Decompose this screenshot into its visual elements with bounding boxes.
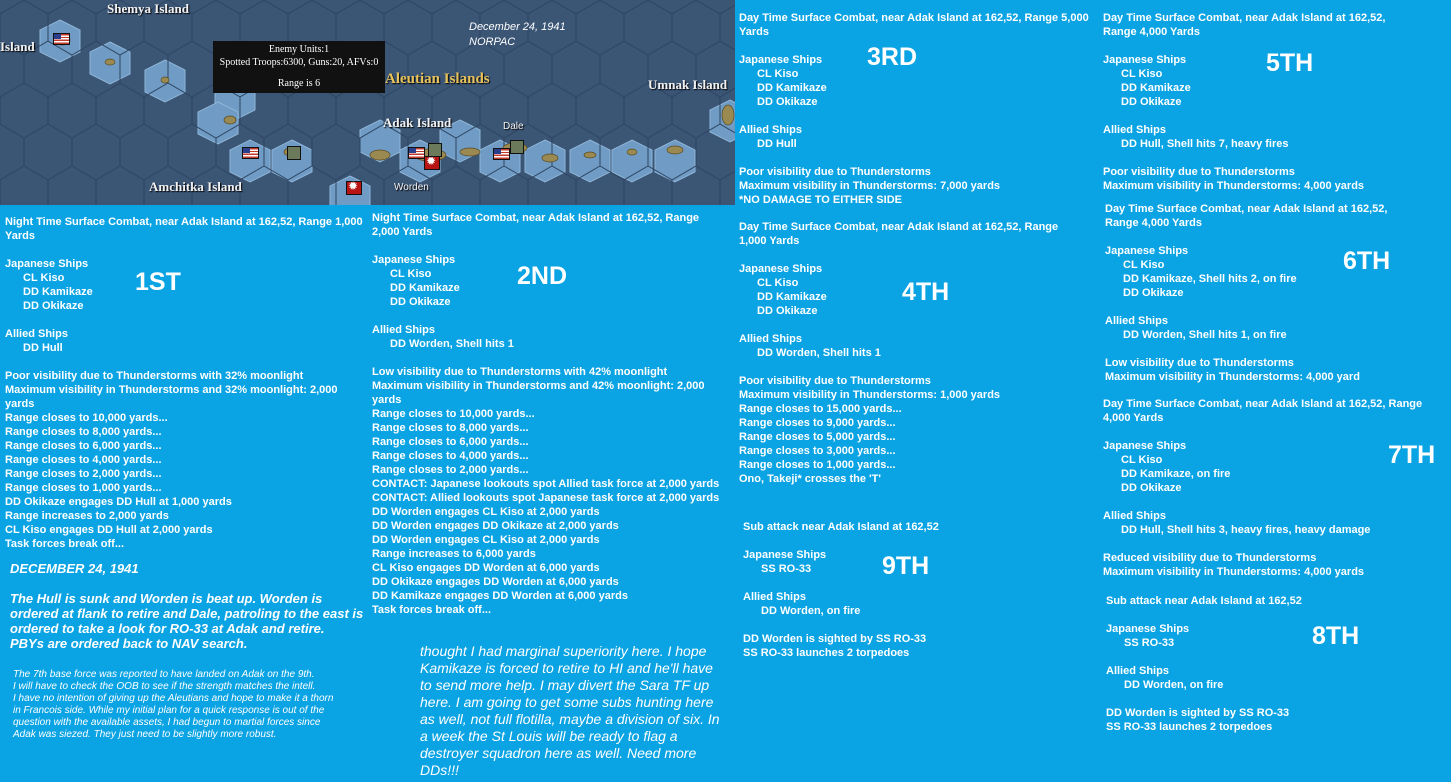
commentary-line: ordered at flank to retire and Dale, patroling to the east is — [10, 606, 364, 621]
report-line: Reduced visibility due to Thunderstorms — [1103, 552, 1317, 564]
report-line: Range closes to 10,000 yards... — [372, 408, 535, 420]
report-line: Allied Ships — [5, 328, 68, 340]
report-line: DD Okikaze engages DD Hull at 1,000 yards — [5, 496, 232, 508]
report-line: CL Kiso — [757, 277, 799, 289]
report-line: Allied Ships — [1103, 510, 1166, 522]
commentary-line: ordered to take a look for RO-33 at Adak and retire. — [10, 621, 325, 636]
report-line — [1103, 495, 1422, 509]
report-line: Day Time Surface Combat, near Adak Island at 162,52, Range — [739, 221, 1059, 233]
report-line: DD Kamikaze — [23, 286, 93, 298]
thought-block — [420, 643, 720, 779]
report-line: DD Worden, Shell hits 1 — [390, 338, 514, 350]
commentary-date: DECEMBER 24, 1941 — [10, 561, 139, 576]
report-line: Range 4,000 Yards — [1105, 217, 1203, 229]
thought-line: here. I am going to get some subs hunting here — [420, 694, 714, 710]
report-line: Day Time Surface Combat, near Adak Island at 162,52, Range — [1103, 398, 1423, 410]
report-line — [1105, 300, 1387, 314]
report-line: Range closes to 8,000 yards... — [5, 426, 162, 438]
report-line: DD Worden engages DD Okikaze at 2,000 yards — [372, 520, 619, 532]
report-line: Range closes to 1,000 yards... — [739, 459, 896, 471]
report-line: DD Worden is sighted by SS RO-33 — [743, 633, 927, 645]
report-line: Range closes to 2,000 yards... — [5, 468, 162, 480]
thought-line: Kamikaze is forced to retire to HI and he'll have — [420, 660, 713, 676]
report-line: 1,000 Yards — [739, 235, 800, 247]
map-label-island: Island — [0, 39, 35, 54]
report-line: CL Kiso engages DD Hull at 2,000 yards — [5, 524, 213, 536]
commentary-line: PBYs are ordered back to NAV search. — [10, 636, 248, 651]
report-line: Range closes to 8,000 yards... — [372, 422, 529, 434]
report-line: Japanese Ships — [1106, 623, 1190, 635]
note-line: I will have to check the OOB to see if the strength matches the intell. — [13, 681, 316, 692]
report-line: Task forces break off... — [5, 538, 125, 550]
report-line: Range closes to 6,000 yards... — [372, 436, 529, 448]
thought-line: destroyer squadron here as well. Need more — [420, 745, 697, 761]
report-line: Range increases to 6,000 yards — [372, 548, 536, 560]
report-line: DD Okikaze — [1121, 96, 1182, 108]
marker-5th: 5TH — [1266, 49, 1314, 77]
map-label-dale: Dale — [503, 121, 524, 132]
report-line: Allied Ships — [739, 333, 802, 345]
tooltip-spotted: Spotted Troops:6300, Guns:20, AFVs:0 — [219, 57, 379, 68]
report-line: Poor visibility due to Thunderstorms — [1103, 166, 1295, 178]
allied-unit-flag-icon[interactable] — [53, 33, 70, 45]
report-line — [5, 355, 363, 369]
report-line: yards — [372, 394, 402, 406]
report-line — [372, 239, 719, 253]
report-line: 4,000 Yards — [1103, 412, 1164, 424]
tooltip-range: Range is 6 — [277, 78, 321, 89]
report-line: Allied Ships — [739, 124, 802, 136]
report-line — [5, 243, 363, 257]
report-line: DD Hull, Shell hits 7, heavy fires — [1121, 138, 1289, 150]
combat-report-1 — [5, 215, 363, 551]
report-line: Allied Ships — [743, 591, 806, 603]
report-line — [739, 151, 1089, 165]
tooltip-enemy-units: Enemy Units:1 — [268, 44, 330, 55]
report-line — [739, 248, 1058, 262]
report-line: CL Kiso — [1121, 454, 1163, 466]
report-line: DD Kamikaze — [757, 82, 827, 94]
combat-report-4 — [739, 220, 1058, 486]
map-label-adak: Adak Island — [383, 115, 452, 130]
report-line: Night Time Surface Combat, near Adak Island at 162,52, Range — [372, 212, 700, 224]
report-line: Day Time Surface Combat, near Adak Island at 162,52, Range 5,000 — [739, 12, 1089, 24]
thought-line: to send more help. I may divert the Sara TF up — [420, 677, 710, 693]
report-line: Day Time Surface Combat, near Adak Island at 162,52, — [1105, 203, 1388, 215]
report-line: DD Kamikaze — [1121, 82, 1191, 94]
report-line: DD Kamikaze, on fire — [1121, 468, 1231, 480]
report-line — [5, 313, 363, 327]
ground-unit-icon[interactable] — [287, 146, 301, 160]
thought-line: as well, not full flotilla, maybe a division of six. In — [420, 711, 720, 727]
report-line — [1103, 39, 1385, 53]
thought-line: thought I had marginal superiority here. I hope — [420, 643, 707, 659]
report-line — [743, 618, 939, 632]
ground-unit-icon[interactable] — [428, 143, 442, 157]
report-line: SS RO-33 — [761, 563, 812, 575]
report-line: DD Worden engages CL Kiso at 2,000 yards — [372, 506, 600, 518]
note-line: I have no intention of giving up the Aleutians and hope to make it a thorn — [13, 693, 334, 704]
report-line: DD Okikaze — [23, 300, 84, 312]
commentary-block — [10, 561, 363, 651]
marker-9th: 9TH — [882, 552, 930, 580]
report-line: Allied Ships — [1106, 665, 1169, 677]
report-line — [1106, 692, 1302, 706]
marker-4th: 4TH — [902, 278, 950, 306]
report-line: Japanese Ships — [5, 258, 89, 270]
report-line: Yards — [739, 26, 769, 38]
allied-unit-flag-icon[interactable] — [493, 148, 510, 160]
report-line: DD Okikaze — [1121, 482, 1182, 494]
report-line: Task forces break off... — [372, 604, 492, 616]
report-line: Range closes to 10,000 yards... — [5, 412, 168, 424]
report-line: CL Kiso — [1123, 259, 1165, 271]
report-line: DD Worden, Shell hits 1, on fire — [1123, 329, 1287, 341]
report-line: Ono, Takeji* crosses the 'T' — [739, 473, 881, 485]
report-line: DD Hull, Shell hits 3, heavy fires, heavy damage — [1121, 524, 1371, 536]
combat-report-5 — [1103, 11, 1385, 193]
report-line: DD Kamikaze — [757, 291, 827, 303]
allied-unit-flag-icon[interactable] — [242, 147, 259, 159]
report-line: Japanese Ships — [739, 54, 823, 66]
report-line: DD Kamikaze — [390, 282, 460, 294]
report-line — [743, 534, 939, 548]
map-tooltip — [213, 41, 385, 93]
marker-2nd: 2ND — [517, 262, 568, 290]
report-line: Range closes to 4,000 yards... — [372, 450, 529, 462]
report-line — [739, 360, 1058, 374]
report-line: Japanese Ships — [743, 549, 827, 561]
report-line — [739, 109, 1089, 123]
combat-report-9 — [743, 520, 939, 660]
report-line — [1106, 650, 1302, 664]
report-line: Day Time Surface Combat, near Adak Island at 162,52, — [1103, 12, 1386, 24]
note-line: Adak was siezed. They just need to be slightly more robust. — [13, 729, 277, 740]
report-line — [372, 309, 719, 323]
report-line: Japanese Ships — [1103, 54, 1187, 66]
report-line: Maximum visibility in Thunderstorms: 4,000 yards — [1103, 566, 1365, 578]
report-line: Poor visibility due to Thunderstorms — [739, 166, 931, 178]
report-line: Range closes to 9,000 yards... — [739, 417, 896, 429]
combat-report-6 — [1105, 202, 1387, 384]
report-line: DD Okikaze engages DD Worden at 6,000 yards — [372, 576, 619, 588]
report-line: DD Hull — [757, 138, 797, 150]
report-line — [372, 351, 719, 365]
marker-1st: 1ST — [135, 268, 181, 296]
report-line: Range closes to 4,000 yards... — [5, 454, 162, 466]
report-line — [1103, 537, 1422, 551]
report-line: DD Hull — [23, 342, 63, 354]
report-line: CL Kiso — [757, 68, 799, 80]
report-line — [1106, 608, 1302, 622]
report-line — [1103, 425, 1422, 439]
report-line: Allied Ships — [1103, 124, 1166, 136]
report-line: Japanese Ships — [1103, 440, 1187, 452]
map-date-info — [469, 20, 566, 50]
ground-unit-icon[interactable] — [510, 140, 524, 154]
note-line: question with the available assets, I had begun to martial forces since — [13, 717, 321, 728]
report-line: DD Worden, on fire — [1124, 679, 1224, 691]
report-line: SS RO-33 launches 2 torpedoes — [743, 647, 910, 659]
report-line: Maximum visibility in Thunderstorms: 7,000 yards — [739, 180, 1001, 192]
report-line: Sub attack near Adak Island at 162,52 — [743, 521, 939, 533]
report-line: Maximum visibility in Thunderstorms and 42% moonlight: 2,000 — [372, 380, 705, 392]
report-line — [1103, 151, 1385, 165]
report-line: Japanese Ships — [1105, 245, 1189, 257]
report-line: yards — [5, 398, 35, 410]
marker-8th: 8TH — [1312, 622, 1360, 650]
report-line: CONTACT: Japanese lookouts spot Allied task force at 2,000 yards — [372, 478, 720, 490]
report-line: CONTACT: Allied lookouts spot Japanese task force at 2,000 yards — [372, 492, 720, 504]
marker-3rd: 3RD — [867, 43, 918, 71]
map-label-amchitka: Amchitka Island — [149, 179, 242, 194]
report-line: DD Kamikaze, Shell hits 2, on fire — [1123, 273, 1297, 285]
report-line: Allied Ships — [1105, 315, 1168, 327]
report-line: DD Kamikaze engages DD Worden at 6,000 yards — [372, 590, 628, 602]
report-line — [1103, 109, 1385, 123]
report-line: Range closes to 3,000 yards... — [739, 445, 896, 457]
map-region: NORPAC — [469, 36, 516, 48]
report-line: Range closes to 2,000 yards... — [372, 464, 529, 476]
report-line: Range closes to 6,000 yards... — [5, 440, 162, 452]
report-line: 2,000 Yards — [372, 226, 433, 238]
report-line — [1105, 230, 1387, 244]
report-line: CL Kiso — [390, 268, 432, 280]
note-line: The 7th base force was reported to have landed on Adak on the 9th. — [13, 669, 315, 680]
map-label-shemya: Shemya Island — [107, 1, 189, 16]
report-line: CL Kiso engages DD Worden at 6,000 yards — [372, 562, 600, 574]
report-line: Range increases to 2,000 yards — [5, 510, 169, 522]
report-line — [1105, 342, 1387, 356]
report-line: DD Okikaze — [757, 305, 818, 317]
report-line: DD Okikaze — [757, 96, 818, 108]
report-line: Range closes to 15,000 yards... — [739, 403, 902, 415]
report-line — [739, 318, 1058, 332]
map-label-aleutian: Aleutian Islands — [385, 71, 490, 87]
marker-6th: 6TH — [1343, 247, 1391, 275]
report-line: CL Kiso — [1121, 68, 1163, 80]
map-view[interactable] — [0, 0, 735, 205]
report-line: Japanese Ships — [372, 254, 456, 266]
allied-unit-flag-icon[interactable] — [408, 147, 425, 159]
combat-report-7 — [1103, 397, 1422, 579]
combat-report-3 — [739, 11, 1089, 207]
report-line: DD Okikaze — [390, 296, 451, 308]
report-line: Yards — [5, 230, 35, 242]
note-block — [13, 669, 333, 741]
report-line: CL Kiso — [23, 272, 65, 284]
note-line: in Francois side. While my initial plan for a quick response is out of the — [13, 705, 325, 716]
commentary-line: The Hull is sunk and Worden is beat up. Worden is — [10, 591, 323, 606]
report-line: SS RO-33 — [1124, 637, 1175, 649]
combat-report-8 — [1106, 594, 1302, 734]
report-line: DD Okikaze — [1123, 287, 1184, 299]
report-line: Japanese Ships — [739, 263, 823, 275]
map-date: December 24, 1941 — [469, 21, 566, 33]
marker-7th: 7TH — [1388, 441, 1436, 469]
map-label-worden: Worden — [394, 182, 429, 193]
report-line: SS RO-33 launches 2 torpedoes — [1106, 721, 1273, 733]
report-line: DD Worden, on fire — [761, 605, 861, 617]
report-line: Range closes to 1,000 yards... — [5, 482, 162, 494]
report-line: Range closes to 5,000 yards... — [739, 431, 896, 443]
japanese-unit-flag-icon[interactable] — [424, 156, 440, 170]
report-line: DD Worden engages CL Kiso at 2,000 yards — [372, 534, 600, 546]
thought-line: a week the St Louis will be ready to flag a — [420, 728, 678, 744]
map-label-umnak: Umnak Island — [648, 77, 728, 92]
report-line: Maximum visibility in Thunderstorms: 4,000 yards — [1103, 180, 1365, 192]
japanese-unit-flag-icon[interactable] — [346, 181, 362, 195]
report-line: Low visibility due to Thunderstorms — [1105, 357, 1294, 369]
thought-line: DDs!!! — [420, 762, 459, 778]
report-line: Maximum visibility in Thunderstorms: 4,000 yard — [1105, 371, 1360, 383]
report-line: Poor visibility due to Thunderstorms with 32% moonlight — [5, 370, 304, 382]
report-line: Maximum visibility in Thunderstorms: 1,000 yards — [739, 389, 1001, 401]
report-line: DD Worden is sighted by SS RO-33 — [1106, 707, 1290, 719]
report-line: Allied Ships — [372, 324, 435, 336]
report-line: Night Time Surface Combat, near Adak Island at 162,52, Range 1,000 — [5, 216, 363, 228]
report-line: Poor visibility due to Thunderstorms — [739, 375, 931, 387]
report-line: Range 4,000 Yards — [1103, 26, 1201, 38]
report-line: DD Worden, Shell hits 1 — [757, 347, 881, 359]
hex-grid — [0, 0, 735, 205]
report-line: Sub attack near Adak Island at 162,52 — [1106, 595, 1302, 607]
report-line: Maximum visibility in Thunderstorms and 32% moonlight: 2,000 — [5, 384, 338, 396]
report-line: Low visibility due to Thunderstorms with 42% moonlight — [372, 366, 668, 378]
report-line: *NO DAMAGE TO EITHER SIDE — [739, 194, 902, 206]
